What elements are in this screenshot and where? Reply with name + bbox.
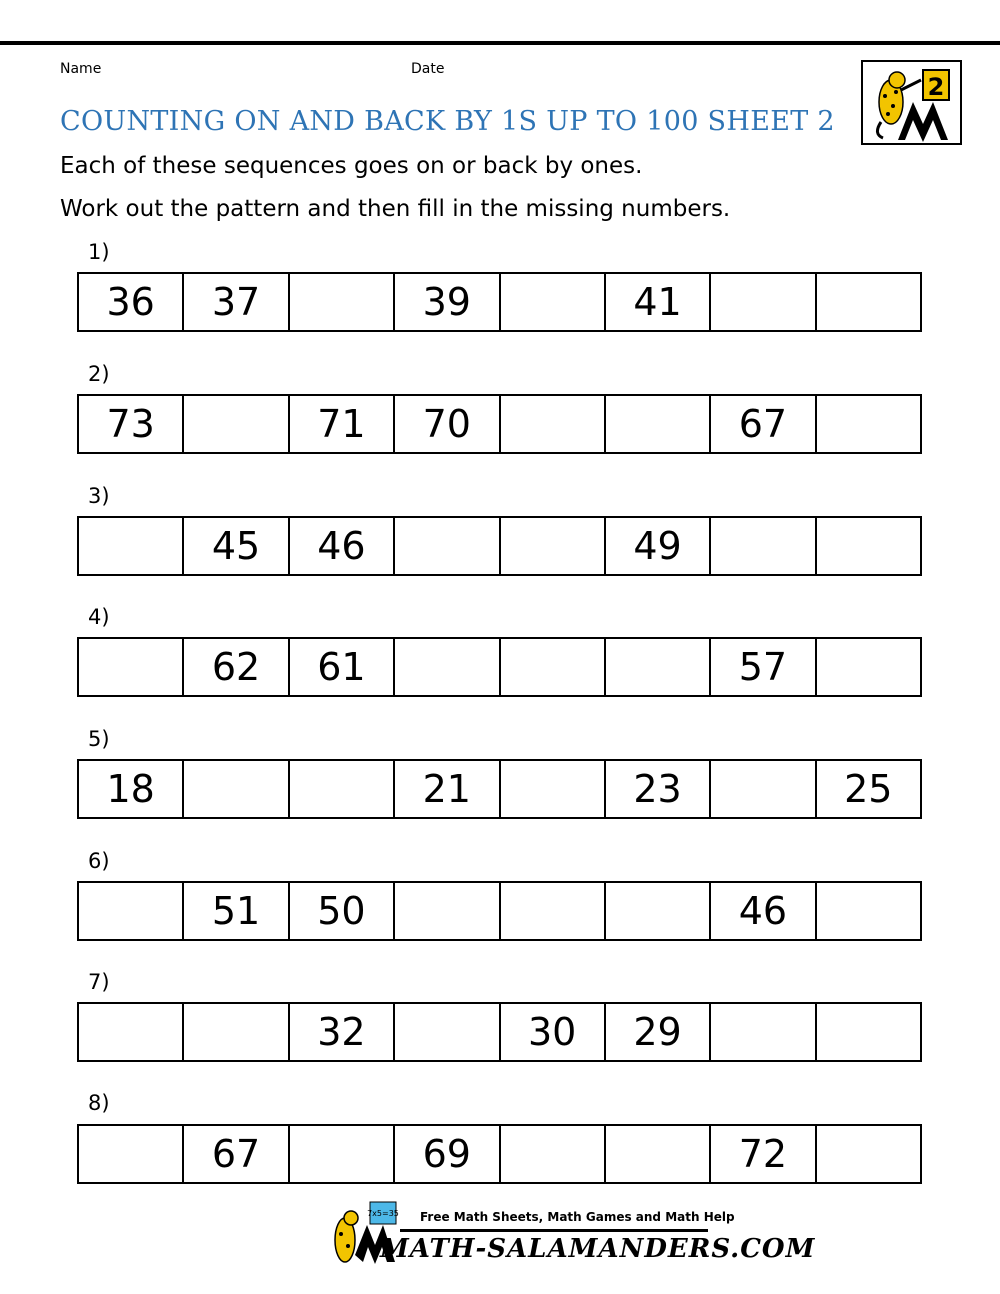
sequence-row	[77, 1002, 922, 1062]
answer-cell-given: 21	[395, 761, 500, 817]
answer-cell-blank[interactable]	[395, 1004, 500, 1060]
answer-cell-given: 62	[184, 639, 289, 695]
answer-cell-blank[interactable]	[79, 518, 184, 574]
answer-cell-given: 41	[606, 274, 711, 330]
footer-site-link[interactable]: MATH-SALAMANDERS.COM	[380, 1234, 816, 1264]
answer-cell-blank[interactable]	[501, 274, 606, 330]
question-number: 2)	[88, 362, 110, 386]
answer-cell-given: 45	[184, 518, 289, 574]
sequence-row	[77, 394, 922, 454]
grade-badge: 2	[927, 73, 945, 101]
question-number: 8)	[88, 1091, 110, 1115]
answer-cell-given: 50	[290, 883, 395, 939]
answer-cell-blank[interactable]	[817, 1004, 920, 1060]
answer-cell-given: 36	[79, 274, 184, 330]
answer-cell-blank[interactable]	[395, 639, 500, 695]
answer-cell-blank[interactable]	[501, 883, 606, 939]
answer-cell-blank[interactable]	[290, 274, 395, 330]
answer-cell-blank[interactable]	[501, 639, 606, 695]
answer-cell-blank[interactable]	[606, 883, 711, 939]
footer-badge-text: 7x5=35	[367, 1209, 399, 1218]
answer-cell-given: 18	[79, 761, 184, 817]
answer-cell-blank[interactable]	[606, 1126, 711, 1182]
answer-cell-blank[interactable]	[817, 883, 920, 939]
answer-cell-blank[interactable]	[817, 1126, 920, 1182]
answer-cell-given: 39	[395, 274, 500, 330]
question-number: 1)	[88, 240, 110, 264]
answer-cell-given: 37	[184, 274, 289, 330]
answer-cell-blank[interactable]	[817, 518, 920, 574]
instruction-line-1: Each of these sequences goes on or back by ones.	[60, 153, 643, 179]
answer-cell-given: 67	[184, 1126, 289, 1182]
question-number: 4)	[88, 605, 110, 629]
question-number: 5)	[88, 727, 110, 751]
answer-cell-given: 23	[606, 761, 711, 817]
answer-cell-blank[interactable]	[184, 396, 289, 452]
answer-cell-blank[interactable]	[501, 1126, 606, 1182]
answer-cell-blank[interactable]	[395, 518, 500, 574]
answer-cell-given: 57	[711, 639, 816, 695]
answer-cell-blank[interactable]	[606, 396, 711, 452]
answer-cell-blank[interactable]	[711, 518, 816, 574]
answer-cell-blank[interactable]	[501, 396, 606, 452]
answer-cell-blank[interactable]	[184, 761, 289, 817]
answer-cell-given: 32	[290, 1004, 395, 1060]
answer-cell-given: 69	[395, 1126, 500, 1182]
answer-cell-blank[interactable]	[711, 274, 816, 330]
answer-cell-given: 61	[290, 639, 395, 695]
footer-rule	[400, 1229, 708, 1232]
answer-cell-given: 30	[501, 1004, 606, 1060]
sequence-row	[77, 1124, 922, 1184]
answer-cell-blank[interactable]	[711, 761, 816, 817]
answer-cell-blank[interactable]	[79, 1126, 184, 1182]
answer-cell-blank[interactable]	[290, 761, 395, 817]
answer-cell-blank[interactable]	[290, 1126, 395, 1182]
sequence-row	[77, 272, 922, 332]
answer-cell-blank[interactable]	[501, 518, 606, 574]
answer-cell-blank[interactable]	[79, 1004, 184, 1060]
answer-cell-given: 67	[711, 396, 816, 452]
question-number: 6)	[88, 849, 110, 873]
answer-cell-blank[interactable]	[79, 639, 184, 695]
sequence-row	[77, 881, 922, 941]
answer-cell-given: 29	[606, 1004, 711, 1060]
answer-cell-given: 73	[79, 396, 184, 452]
answer-cell-blank[interactable]	[817, 396, 920, 452]
footer-tagline: Free Math Sheets, Math Games and Math Help	[420, 1210, 735, 1224]
sequence-row	[77, 637, 922, 697]
answer-cell-blank[interactable]	[606, 639, 711, 695]
date-label: Date	[411, 61, 445, 77]
question-number: 7)	[88, 970, 110, 994]
answer-cell-given: 70	[395, 396, 500, 452]
answer-cell-given: 51	[184, 883, 289, 939]
answer-cell-given: 49	[606, 518, 711, 574]
instruction-line-2: Work out the pattern and then fill in the missing numbers.	[60, 196, 731, 222]
answer-cell-given: 46	[711, 883, 816, 939]
answer-cell-blank[interactable]	[501, 761, 606, 817]
answer-cell-blank[interactable]	[395, 883, 500, 939]
answer-cell-blank[interactable]	[817, 274, 920, 330]
top-rule	[0, 41, 1000, 45]
answer-cell-blank[interactable]	[817, 639, 920, 695]
answer-cell-given: 72	[711, 1126, 816, 1182]
sequence-row	[77, 759, 922, 819]
answer-cell-given: 71	[290, 396, 395, 452]
answer-cell-blank[interactable]	[184, 1004, 289, 1060]
page-title: COUNTING ON AND BACK BY 1S UP TO 100 SHEET 2	[60, 106, 835, 137]
name-label: Name	[60, 61, 102, 77]
answer-cell-given: 46	[290, 518, 395, 574]
question-number: 3)	[88, 484, 110, 508]
answer-cell-blank[interactable]	[711, 1004, 816, 1060]
salamander-logo-icon	[861, 60, 962, 145]
answer-cell-given: 25	[844, 767, 893, 811]
sequence-row	[77, 516, 922, 576]
answer-cell-blank[interactable]	[79, 883, 184, 939]
